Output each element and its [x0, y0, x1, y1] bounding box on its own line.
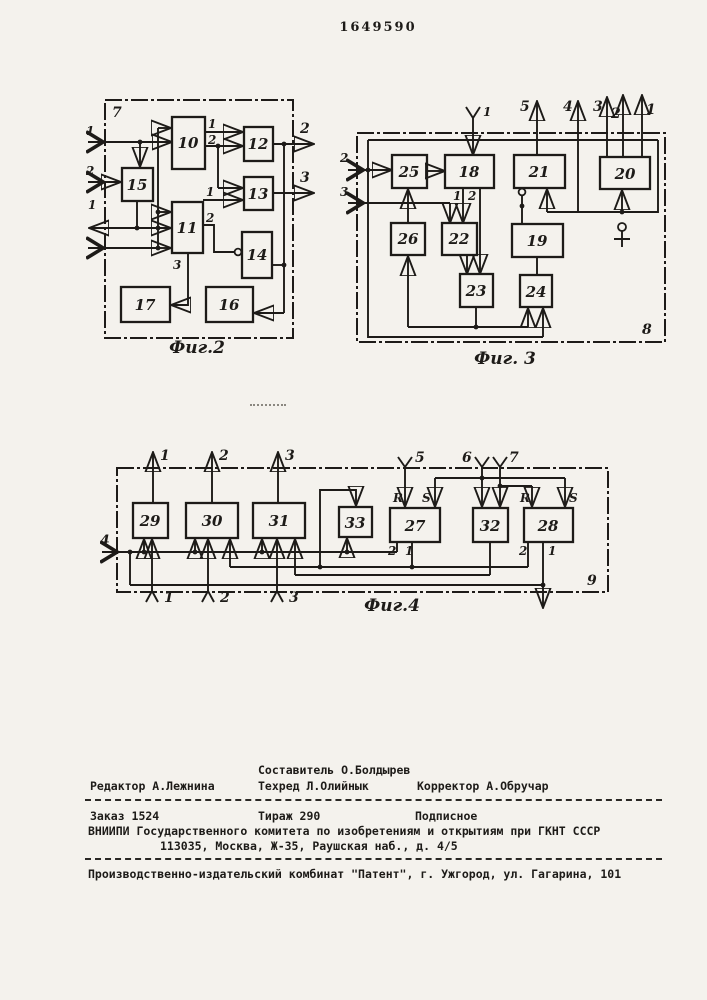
imprint-address: 113035, Москва, Ж-35, Раушская наб., д. 4/5 — [160, 839, 458, 853]
imprint-subscription: Подписное — [415, 809, 478, 823]
fig2-caption: Фиг.2 — [169, 338, 225, 358]
fig3-block-26-label: 26 — [397, 230, 419, 248]
fig4-block-33-label: 33 — [344, 514, 366, 532]
fig3-block-18-label: 18 — [458, 163, 480, 181]
figure-2-diagram — [85, 95, 320, 365]
svg-text:1: 1 — [548, 544, 557, 558]
svg-text:2: 2 — [86, 164, 95, 178]
fig2-block-14-label: 14 — [246, 246, 268, 264]
fig3-outer-label: 8 — [642, 322, 652, 338]
svg-text:4: 4 — [100, 533, 110, 549]
fig4-block-31-label: 31 — [268, 512, 290, 530]
fig4-block-27-label: 27 — [404, 517, 426, 535]
svg-text:1: 1 — [206, 185, 215, 199]
fig2-wiring — [88, 128, 312, 313]
svg-text:1: 1 — [483, 105, 492, 119]
svg-text:3: 3 — [300, 170, 310, 186]
imprint-order: Заказ 1524 — [90, 809, 160, 823]
svg-text:2: 2 — [208, 133, 217, 147]
imprint-corrector: Корректор А.Обручар — [417, 779, 549, 793]
svg-text:3: 3 — [289, 590, 299, 606]
fig3-block-25-label: 25 — [398, 163, 420, 181]
fig3-block-24-label: 24 — [525, 283, 547, 301]
fig3-block-20-label: 20 — [614, 165, 636, 183]
fig4-outer-label: 9 — [587, 573, 597, 589]
fig2-block-17-label: 17 — [134, 296, 156, 314]
fig3-block-19-label: 19 — [526, 232, 548, 250]
scan-artifact-dots — [250, 404, 286, 406]
fig3-block-21-label: 21 — [528, 163, 550, 181]
fig4-block-32-label: 32 — [479, 517, 501, 535]
svg-text:2: 2 — [388, 544, 397, 558]
fig2-block-11-label: 11 — [176, 219, 198, 237]
svg-text:S: S — [422, 491, 431, 505]
fig2-block-16-label: 16 — [218, 296, 240, 314]
svg-text:1: 1 — [646, 102, 656, 118]
svg-text:2: 2 — [468, 189, 477, 203]
svg-text:5: 5 — [520, 99, 530, 115]
fig2-outer-label: 7 — [112, 105, 122, 121]
imprint-plant: Производственно-издательский комбинат "Патент", г. Ужгород, ул. Гагарина, 101 — [88, 867, 622, 881]
imprint-editor: Редактор А.Лежнина — [90, 779, 215, 793]
svg-text:1: 1 — [86, 124, 95, 138]
imprint-techred: Техред Л.Олийнык — [258, 779, 369, 793]
figure-4-diagram — [100, 445, 620, 620]
fig2-block-13-label: 13 — [247, 185, 269, 203]
imprint-tirazh: Тираж 290 — [258, 809, 321, 823]
fig3-block-22-label: 22 — [448, 230, 470, 248]
figure-3-diagram — [340, 90, 670, 375]
svg-text:3: 3 — [340, 185, 349, 199]
svg-text:2: 2 — [220, 590, 230, 606]
fig2-block-15-label: 15 — [126, 176, 148, 194]
fig4-block-30-label: 30 — [201, 512, 223, 530]
svg-text:R: R — [520, 491, 530, 505]
svg-text:2: 2 — [340, 151, 349, 165]
fig3-block-23-label: 23 — [465, 282, 487, 300]
svg-text:1: 1 — [208, 117, 217, 131]
svg-text:6: 6 — [462, 450, 472, 466]
divider-rule-1 — [85, 799, 662, 801]
patent-number: 1649590 — [339, 20, 417, 35]
svg-text:4: 4 — [563, 99, 573, 115]
fig4-block-29-label: 29 — [139, 512, 161, 530]
svg-text:R: R — [393, 491, 403, 505]
svg-text:1: 1 — [453, 189, 462, 203]
fig2-block-12-label: 12 — [247, 135, 269, 153]
svg-text:S: S — [569, 491, 578, 505]
svg-text:2: 2 — [219, 448, 229, 464]
fig3-blocks — [391, 155, 650, 307]
svg-text:3: 3 — [593, 99, 603, 115]
fig4-block-28-label: 28 — [537, 517, 559, 535]
fig2-block-10-label: 10 — [177, 134, 199, 152]
svg-text:7: 7 — [509, 450, 519, 466]
svg-text:2: 2 — [206, 211, 215, 225]
svg-text:1: 1 — [88, 198, 97, 212]
imprint-compiler: Составитель О.Болдырев — [258, 763, 411, 777]
svg-text:3: 3 — [285, 448, 295, 464]
imprint-vniipii: ВНИИПИ Государственного комитета по изобретениям и открытиям при ГКНТ СССР — [88, 824, 601, 838]
fig3-caption: Фиг. 3 — [474, 349, 536, 369]
svg-text:1: 1 — [405, 544, 414, 558]
divider-rule-2 — [85, 858, 662, 860]
svg-text:2: 2 — [611, 106, 621, 122]
svg-text:3: 3 — [173, 258, 182, 272]
svg-text:5: 5 — [415, 450, 425, 466]
svg-text:1: 1 — [164, 590, 174, 606]
fig3-port-labels — [339, 99, 656, 203]
svg-text:2: 2 — [519, 544, 528, 558]
fig2-blocks — [121, 117, 273, 322]
svg-text:1: 1 — [160, 448, 170, 464]
svg-text:2: 2 — [300, 121, 310, 137]
fig4-blocks — [133, 503, 573, 542]
fig4-caption: Фиг.4 — [364, 596, 420, 616]
